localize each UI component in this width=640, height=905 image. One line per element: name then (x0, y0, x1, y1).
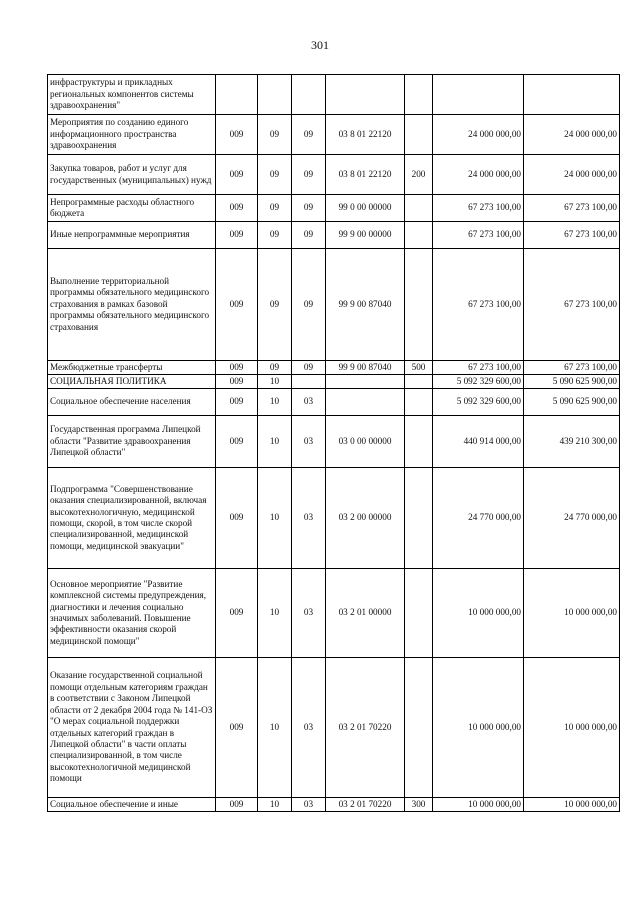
cell-expense-type (405, 195, 433, 222)
cell-target-article: 03 8 01 22120 (326, 115, 405, 155)
table-row (48, 361, 620, 375)
cell-admin-code: 009 (216, 569, 258, 658)
cell-name: Социальное обеспечение и иные (48, 798, 216, 812)
cell-section: 10 (258, 416, 292, 468)
cell-name: Государственная программа Липецкой области "Развитие здравоохранения Липецкой области" (48, 416, 216, 468)
cell-subsection: 03 (292, 658, 326, 798)
cell-amount-year1: 5 092 329 600,00 (433, 389, 524, 416)
cell-expense-type (405, 389, 433, 416)
cell-admin-code: 009 (216, 361, 258, 375)
cell-section: 09 (258, 195, 292, 222)
cell-subsection: 03 (292, 416, 326, 468)
cell-subsection: 09 (292, 115, 326, 155)
cell-subsection: 09 (292, 249, 326, 361)
cell-subsection: 03 (292, 569, 326, 658)
table-row (48, 416, 620, 468)
cell-amount-year1: 67 273 100,00 (433, 222, 524, 249)
cell-name: Основное мероприятие "Развитие комплексной системы предупреждения, диагностики и лечения социально значимых заболеваний. Повышение эффективности оказания скорой медицинской помощи" (48, 569, 216, 658)
cell-admin-code (216, 75, 258, 115)
cell-amount-year1: 440 914 000,00 (433, 416, 524, 468)
cell-amount-year1 (433, 75, 524, 115)
cell-amount-year2: 439 210 300,00 (524, 416, 620, 468)
page-number: 301 (311, 38, 329, 52)
cell-expense-type: 500 (405, 361, 433, 375)
cell-section: 09 (258, 249, 292, 361)
cell-name: Межбюджетные трансферты (48, 361, 216, 375)
cell-amount-year2: 10 000 000,00 (524, 658, 620, 798)
cell-name: Подпрограмма "Совершенствование оказания специализированной, включая высокотехнологичную, медицинской помощи, скорой, в том числе скорой специализированной, медицинской помощи, медицинской эвакуации" (48, 468, 216, 569)
table-row (48, 798, 620, 812)
cell-section: 10 (258, 569, 292, 658)
cell-admin-code: 009 (216, 416, 258, 468)
cell-subsection: 03 (292, 468, 326, 569)
cell-expense-type (405, 75, 433, 115)
cell-amount-year2: 24 000 000,00 (524, 155, 620, 195)
cell-target-article: 03 2 00 00000 (326, 468, 405, 569)
cell-admin-code: 009 (216, 195, 258, 222)
cell-subsection: 09 (292, 195, 326, 222)
table-row (48, 222, 620, 249)
cell-expense-type (405, 468, 433, 569)
cell-subsection (292, 375, 326, 389)
cell-admin-code: 009 (216, 249, 258, 361)
cell-amount-year1: 10 000 000,00 (433, 569, 524, 658)
cell-section: 09 (258, 361, 292, 375)
cell-target-article: 03 2 01 00000 (326, 569, 405, 658)
cell-subsection: 03 (292, 389, 326, 416)
cell-expense-type (405, 569, 433, 658)
cell-admin-code: 009 (216, 798, 258, 812)
cell-name: СОЦИАЛЬНАЯ ПОЛИТИКА (48, 375, 216, 389)
table-row (48, 249, 620, 361)
cell-name: Социальное обеспечение населения (48, 389, 216, 416)
cell-admin-code: 009 (216, 389, 258, 416)
cell-amount-year2: 24 770 000,00 (524, 468, 620, 569)
cell-expense-type (405, 115, 433, 155)
table-row (48, 375, 620, 389)
cell-name: Закупка товаров, работ и услуг для государственных (муниципальных) нужд (48, 155, 216, 195)
cell-section: 10 (258, 389, 292, 416)
cell-expense-type (405, 222, 433, 249)
cell-expense-type (405, 249, 433, 361)
cell-expense-type (405, 658, 433, 798)
cell-amount-year1: 67 273 100,00 (433, 249, 524, 361)
cell-amount-year2: 67 273 100,00 (524, 361, 620, 375)
cell-subsection: 09 (292, 222, 326, 249)
table-row (48, 75, 620, 115)
cell-admin-code: 009 (216, 658, 258, 798)
cell-name: Непрограммные расходы областного бюджета (48, 195, 216, 222)
cell-subsection: 09 (292, 361, 326, 375)
cell-amount-year2: 10 000 000,00 (524, 798, 620, 812)
cell-expense-type: 200 (405, 155, 433, 195)
cell-target-article: 03 8 01 22120 (326, 155, 405, 195)
cell-amount-year2: 5 090 625 900,00 (524, 389, 620, 416)
cell-amount-year2 (524, 75, 620, 115)
cell-amount-year1: 10 000 000,00 (433, 798, 524, 812)
cell-name: инфраструктуры и прикладных региональных компонентов системы здравоохранения" (48, 75, 216, 115)
cell-target-article: 03 2 01 70220 (326, 798, 405, 812)
table-row (48, 658, 620, 798)
cell-name: Оказание государственной социальной помощи отдельным категориям граждан в соответствии с Законом Липецкой области от 2 декабря 2004 года № 141-ОЗ "О мерах социальной поддержки отдельных категорий граждан в Липецкой области" в части оплаты специализированной, в том числе высокотехнологичной медицинской помощи (48, 658, 216, 798)
cell-amount-year2: 5 090 625 900,00 (524, 375, 620, 389)
cell-target-article: 03 0 00 00000 (326, 416, 405, 468)
cell-section: 10 (258, 375, 292, 389)
cell-section: 10 (258, 658, 292, 798)
cell-target-article: 99 0 00 00000 (326, 195, 405, 222)
cell-amount-year1: 10 000 000,00 (433, 658, 524, 798)
cell-name: Выполнение территориальной программы обязательного медицинского страхования в рамках базовой программы обязательного медицинского страхования (48, 249, 216, 361)
cell-amount-year1: 24 000 000,00 (433, 155, 524, 195)
cell-admin-code: 009 (216, 115, 258, 155)
table-row (48, 389, 620, 416)
cell-target-article (326, 389, 405, 416)
cell-expense-type (405, 375, 433, 389)
cell-amount-year2: 67 273 100,00 (524, 195, 620, 222)
cell-section (258, 75, 292, 115)
table-row (48, 468, 620, 569)
cell-amount-year1: 24 000 000,00 (433, 115, 524, 155)
budget-table (47, 74, 620, 812)
cell-section: 10 (258, 798, 292, 812)
cell-target-article (326, 375, 405, 389)
table-row (48, 195, 620, 222)
cell-section: 09 (258, 155, 292, 195)
budget-table-body (48, 75, 620, 812)
cell-amount-year2: 24 000 000,00 (524, 115, 620, 155)
cell-admin-code: 009 (216, 375, 258, 389)
cell-subsection (292, 75, 326, 115)
cell-target-article: 99 9 00 87040 (326, 249, 405, 361)
cell-expense-type: 300 (405, 798, 433, 812)
cell-subsection: 03 (292, 798, 326, 812)
cell-amount-year2: 10 000 000,00 (524, 569, 620, 658)
table-row (48, 569, 620, 658)
table-row (48, 155, 620, 195)
cell-target-article (326, 75, 405, 115)
cell-name: Мероприятия по созданию единого информационного пространства здравоохранения (48, 115, 216, 155)
cell-amount-year1: 5 092 329 600,00 (433, 375, 524, 389)
cell-target-article: 99 9 00 87040 (326, 361, 405, 375)
cell-expense-type (405, 416, 433, 468)
cell-admin-code: 009 (216, 468, 258, 569)
cell-target-article: 03 2 01 70220 (326, 658, 405, 798)
cell-section: 10 (258, 468, 292, 569)
cell-amount-year1: 67 273 100,00 (433, 195, 524, 222)
cell-amount-year2: 67 273 100,00 (524, 222, 620, 249)
cell-section: 09 (258, 222, 292, 249)
cell-amount-year1: 67 273 100,00 (433, 361, 524, 375)
cell-amount-year2: 67 273 100,00 (524, 249, 620, 361)
cell-target-article: 99 9 00 00000 (326, 222, 405, 249)
cell-amount-year1: 24 770 000,00 (433, 468, 524, 569)
table-row (48, 115, 620, 155)
cell-admin-code: 009 (216, 155, 258, 195)
cell-subsection: 09 (292, 155, 326, 195)
cell-admin-code: 009 (216, 222, 258, 249)
cell-section: 09 (258, 115, 292, 155)
cell-name: Иные непрограммные мероприятия (48, 222, 216, 249)
